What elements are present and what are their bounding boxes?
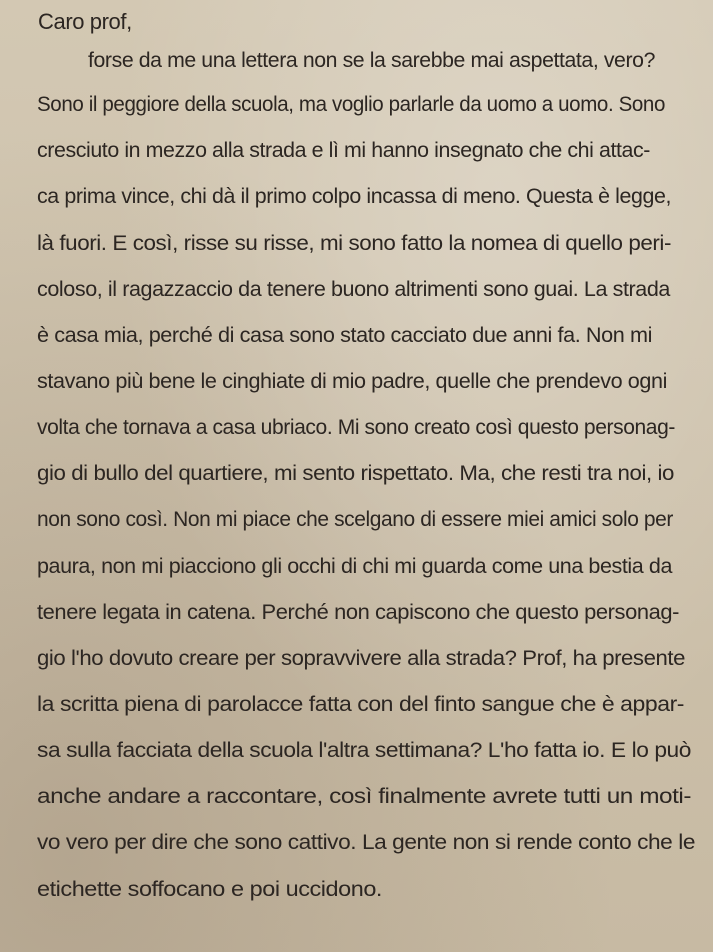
letter-line: sa sulla facciata della scuola l'altra settimana? L'ho fatta io. E lo può [37,739,691,762]
letter-line: è casa mia, perché di casa sono stato cacciato due anni fa. Non mi [37,324,652,347]
letter-line: anche andare a raccontare, così finalmente avrete tutti un moti- [37,785,691,808]
letter-line: Sono il peggiore della scuola, ma voglio parlarle da uomo a uomo. Sono [37,93,665,116]
letter-line: non sono così. Non mi piace che scelgano di essere miei amici solo per [37,508,673,531]
letter-line: stavano più bene le cinghiate di mio padre, quelle che prendevo ogni [37,370,667,393]
letter-line: gio l'ho dovuto creare per sopravvivere alla strada? Prof, ha presente [37,647,686,670]
letter-line: gio di bullo del quartiere, mi sento rispettato. Ma, che resti tra noi, io [37,462,674,485]
letter-line: ca prima vince, chi dà il primo colpo incassa di meno. Questa è legge, [37,185,671,208]
letter-line: vo vero per dire che sono cattivo. La gente non si rende conto che le [37,831,695,854]
letter-line: volta che tornava a casa ubriaco. Mi sono creato così questo personag- [37,416,675,439]
letter-line: tenere legata in catena. Perché non capiscono che questo personag- [37,601,679,624]
letter-salutation: Caro prof, [38,9,132,34]
letter-line: cresciuto in mezzo alla strada e lì mi hanno insegnato che chi attac- [37,139,650,162]
letter-line: coloso, il ragazzaccio da tenere buono altrimenti sono guai. La strada [37,278,670,301]
letter-line: paura, non mi piacciono gli occhi di chi mi guarda come una bestia da [37,555,673,578]
letter-line: forse da me una lettera non se la sarebbe mai aspettata, vero? [88,49,655,72]
letter-line: la scritta piena di parolacce fatta con del finto sangue che è appar- [37,693,684,716]
letter-line: là fuori. E così, risse su risse, mi sono fatto la nomea di quello peri- [37,232,671,255]
letter-line: etichette soffocano e poi uccidono. [37,878,382,901]
